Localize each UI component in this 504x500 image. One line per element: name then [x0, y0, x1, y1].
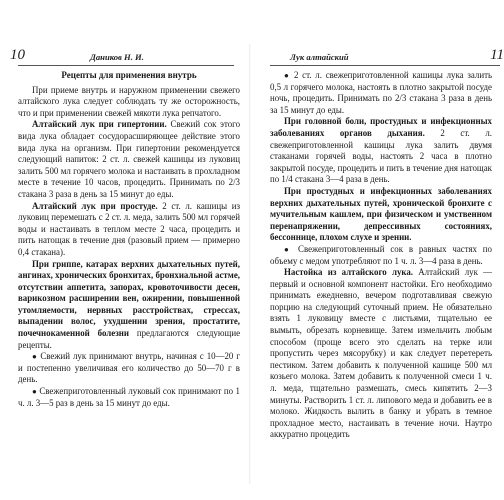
paragraph-text: Свежеприготовленный луковый сок принимают по 1 ч. л. 3—5 раз в день за 15 минут до еды.: [18, 386, 240, 408]
paragraph: [18, 85, 240, 120]
paragraph: [270, 116, 492, 186]
paragraph-text: предлагаются следующие рецепты.: [18, 328, 241, 350]
paragraph-text: Свежий лук принимают внутрь, начиная с 10—20 г и постепенно увеличивая его количество до 50—70 г в день.: [18, 351, 240, 385]
paragraph: [270, 244, 492, 267]
paragraph-text: 2 ст. л. свежеприготовленной кашицы лука залить двумя стаканами горячей воды, настоять 2 часа в плотно закрытой посуде, процедить и пить в течение дня натощак по 1/4 стакана 3—4 раза в день.: [270, 127, 492, 185]
paragraph-list: [270, 70, 492, 441]
paragraph: [270, 267, 492, 441]
paragraph: [18, 351, 240, 386]
section-heading: Рецепты для применения внутрь: [61, 70, 197, 80]
paragraph-lead: Алтайский лук при гипертонии.: [32, 119, 167, 130]
paragraph-list: [18, 85, 240, 410]
page-body: [270, 70, 492, 441]
paragraph-text: Свежеприготовленный сок в равных частях по объему с медом употребляют по 1 ч. л. 3—4 раза в день.: [270, 243, 492, 266]
paragraph-lead: При головной боли, простудных и инфекционных заболеваниях органов дыхания.: [270, 116, 492, 138]
book-fold: [249, 44, 251, 484]
header-rule: [270, 65, 500, 66]
paragraph: [270, 70, 492, 116]
paragraph-text: Алтайский лук — первый и основной компонент настойки. Его необходимо принимать ежедневно, вечером подготавливая свежую порцию на следующий суточный прием. Не обязательно взять 1 луковицу вместе с листьями, тщательно ее вымыть, обрезать корневище. Затем измельчить любым способом (проще всего это сделать на терке или пропустить через мясорубку) и как следует перетереть пестиком. Затем добавить к полученной кашице 500 мл козьего молока. Затем добавить к полученной смеси 1 ч. л. меда, тщательно размешать, смесь кипятить 2—3 минуты. Растворить 1 ст. л. липового меда и добавить ее в молоко. Жидкость вылить в банку и убрать в темное прохладное место, настаивать в течение ночи. Наутро аккуратно процедить: [270, 267, 492, 440]
header-rule: [18, 65, 234, 66]
page-number: 11: [490, 47, 504, 63]
paragraph: [18, 259, 240, 352]
paragraph-lead: Алтайский лук при простуде.: [32, 200, 158, 211]
page-body: [18, 70, 240, 409]
paragraph-text: 2 ст. л. свежеприготовленной кашицы лука залить 0,5 л горячего молока, настоять в плотно закрытой посуде ночь, процедить. Принимать по 2/3 стакана 3 раза в день за 15 минут до еды.: [270, 70, 492, 115]
paragraph-lead: При простудных и инфекционных заболеваниях верхних дыхательных путей, хронической бронхите с мучительным кашлем, при физическом и умственном перенапряжении, депрессивных состояниях, бессоннице, плохом слухе и зрении.: [270, 185, 492, 243]
paragraph-text: 2 ст. л. кашицы из луковиц перемешать с 2 ст. л. меда, залить 500 мл горячей воды и настаивать в теплом месте 2 часа, процедить и пить натощак в течение дня (разовый прием — примерно 0,4 стакана).: [18, 200, 241, 257]
paragraph-text: Свежий сок этого вида лука обладает сосудорасширяющее действие этого вида лука на организм. При гипертонии рекомендуется следующий напиток: 2 ст. л. свежей кашицы из луковиц залить 500 мл горячего молока и настаивать в прохладном месте в течение 10 часов, процедить. Принимать по 2/3 стакана 3 раза в день за 15 минут до еды.: [18, 119, 241, 199]
paragraph-text: При приеме внутрь и наружном применении свежего алтайского лука следует соблюдать ту же осторожность, что и при применении свежей мякоти лука репчатого.: [18, 84, 240, 118]
bullet-icon: ●: [32, 352, 41, 362]
bullet-icon: ●: [32, 387, 40, 397]
paragraph: [18, 119, 240, 200]
running-head: Даников Н. И.: [90, 52, 144, 62]
paragraph-lead: При гриппе, катарах верхних дыхательных путей, ангинах, хронических бронхитах, бронхиальной астме, отсутствии аппетита, запорах, кровоточивости десен, варикозном расширении вен, ожирении, повышенной утомляемости, нервных расстройствах, стрессах, выпадении волос, ухудшении зрения, простатите, почечнокаменной болезни: [18, 258, 240, 339]
paragraph: [270, 186, 492, 244]
bullet-icon: ●: [284, 71, 294, 80]
paragraph: [18, 201, 240, 259]
bullet-icon: ●: [284, 244, 299, 254]
paragraph-lead: Настойка из алтайского лука.: [284, 267, 414, 278]
page-number: 10: [10, 47, 25, 63]
running-head: Лук алтайский: [290, 52, 349, 62]
paragraph: [18, 386, 240, 409]
